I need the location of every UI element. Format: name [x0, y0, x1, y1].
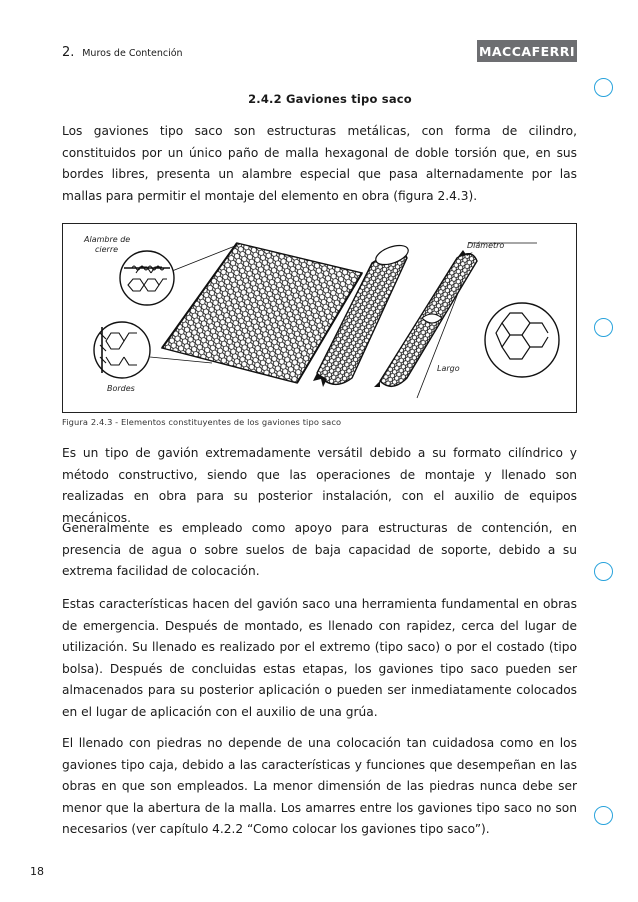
figure-caption: Figura 2.4.3 - Elementos constituyentes de los gaviones tipo saco	[62, 417, 342, 427]
label-diameter: Diámetro	[467, 241, 505, 250]
binder-ring-icon	[594, 318, 613, 337]
paragraph-filling: El llenado con piedras no depende de una colocación tan cuidadosa como en los gaviones tipo caja, debido a las características y funciones que desempeñan en las obras en que son empleados. La menor dimensión de las piedras nunca debe ser menor que la abertura de la malla. Los amarres entre los gaviones tipo saco no son necesarios (ver capítulo 4.2.2 “Como colocar los gaviones tipo saco”).	[62, 736, 577, 836]
mesh-detail-drawing	[485, 303, 559, 377]
edges-detail-drawing	[94, 322, 150, 393]
chapter-number: 2.	[62, 45, 75, 60]
chapter-header	[62, 45, 183, 60]
brand-logo: MACCAFERRI	[477, 40, 577, 62]
chapter-title: Muros de Contención	[82, 48, 183, 59]
paragraph-intro: Los gaviones tipo saco son estructuras metálicas, con forma de cilindro, constituidos por un único paño de malla hexagonal de doble torsión que, en sus bordes libres, presenta un alambre especial que pasa alternadamente por las mallas para permitir el montaje del elemento en obra (figura 2.4.3).	[62, 124, 577, 203]
paragraph-versatility: Es un tipo de gavión extremadamente versátil debido a su formato cilíndrico y método constructivo, siendo que las operaciones de montaje y llenado son realizadas en obra para su posterior instalación, con el auxilio de equipos mecánicos.	[62, 446, 577, 525]
label-closing-wire-2: cierre	[95, 245, 119, 254]
closing-wire-detail-drawing	[83, 235, 174, 305]
page-number: 18	[30, 865, 44, 878]
binder-ring-icon	[594, 806, 613, 825]
section-title: 2.4.2 Gaviones tipo saco	[248, 92, 412, 106]
label-length: Largo	[437, 364, 460, 373]
label-edges: Bordes	[107, 384, 135, 393]
binder-ring-icon	[594, 562, 613, 581]
label-closing-wire-1: Alambre de	[84, 235, 131, 244]
paragraph-emergency: Estas características hacen del gavión saco una herramienta fundamental en obras de emergencia. Después de montado, es llenado con rapidez, cerca del lugar de utilización. Su llenado es realizado por el extremo (tipo saco) o por el costado (tipo bolsa). Después de concluidas estas etapas, los gaviones tipo saco pueden ser almacenados para su posterior aplicación o pueden ser inmediatamente colocados en el lugar de aplicación con el auxilio de una grúa.	[62, 597, 577, 719]
figure-gabion-elements	[62, 223, 577, 413]
paragraph-usage: Generalmente es empleado como apoyo para estructuras de contención, en presencia de agua o sobre suelos de baja capacidad de soporte, debido a su extrema facilidad de colocación.	[62, 521, 577, 578]
